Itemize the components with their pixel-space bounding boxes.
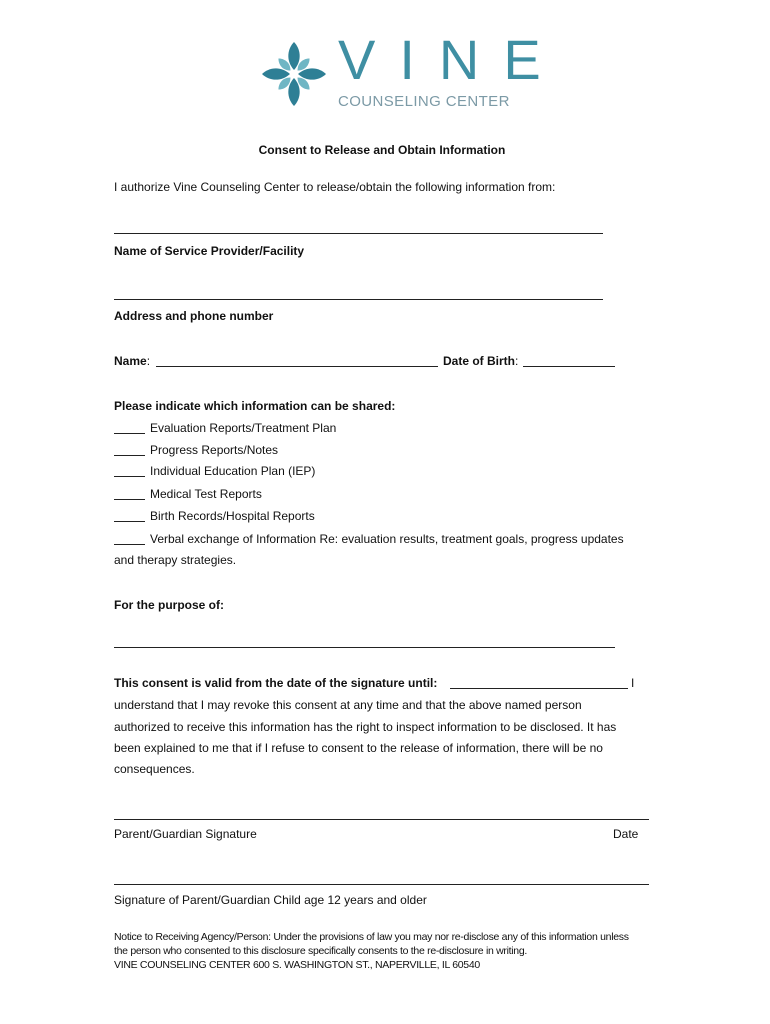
footer-address: VINE COUNSELING CENTER 600 S. WASHINGTON ST., NAPERVILLE, IL 60540 [114, 959, 480, 971]
checklist-blank-5[interactable] [114, 521, 145, 522]
child-signature-label: Signature of Parent/Guardian Child age 12 years and older [114, 893, 427, 907]
consent-line: understand that I may revoke this consent at any time and that the above named person [114, 698, 582, 712]
checklist-item: Medical Test Reports [150, 487, 262, 501]
document-title: Consent to Release and Obtain Information [258, 143, 506, 157]
intro-text: I authorize Vine Counseling Center to release/obtain the following information from: [114, 180, 556, 194]
consent-i: I [631, 676, 635, 690]
checklist-blank-4[interactable] [114, 499, 145, 500]
consent-until-line[interactable] [450, 688, 628, 689]
checklist-item: Progress Reports/Notes [150, 443, 279, 457]
child-signature-line[interactable] [114, 884, 649, 885]
purpose-line[interactable] [114, 647, 615, 648]
checklist-blank-2[interactable] [114, 455, 145, 456]
checklist-item: Evaluation Reports/Treatment Plan [150, 421, 337, 435]
checklist-blank-3[interactable] [114, 476, 145, 477]
consent-line: consequences. [114, 762, 195, 776]
logo-subtitle: COUNSELING CENTER [338, 93, 510, 110]
name-label: Name: [114, 354, 151, 368]
vine-logo [258, 28, 565, 112]
checklist-continuation: and therapy strategies. [114, 553, 237, 567]
address-label: Address and phone number [114, 309, 274, 323]
provider-line[interactable] [114, 233, 603, 234]
date-label: Date [613, 827, 639, 841]
flower-logo-icon [258, 40, 334, 116]
checklist-blank-6[interactable] [114, 544, 145, 545]
share-heading: Please indicate which information can be shared: [114, 399, 396, 413]
checklist-item: Individual Education Plan (IEP) [150, 464, 316, 478]
consent-line: authorized to receive this information has the right to inspect information to be disclosed. It has [114, 720, 617, 734]
parent-signature-label: Parent/Guardian Signature [114, 827, 257, 841]
consent-lead: This consent is valid from the date of the signature until: [114, 676, 438, 690]
purpose-label: For the purpose of: [114, 598, 224, 612]
name-line[interactable] [156, 366, 438, 367]
dob-label: Date of Birth: [443, 354, 519, 368]
provider-label: Name of Service Provider/Facility [114, 244, 305, 258]
dob-line[interactable] [523, 366, 615, 367]
consent-line: been explained to me that if I refuse to consent to the release of information, there will be no [114, 741, 603, 755]
checklist-item: Birth Records/Hospital Reports [150, 509, 315, 523]
parent-signature-line[interactable] [114, 819, 649, 820]
checklist-item: Verbal exchange of Information Re: evaluation results, treatment goals, progress updates [150, 532, 624, 546]
notice-line: the person who consented to this disclosure specifically consents to the re-disclosure in writing. [114, 945, 527, 957]
checklist-blank-1[interactable] [114, 433, 145, 434]
notice-line: Notice to Receiving Agency/Person: Under the provisions of law you may nor re-disclose any of this information unless [114, 931, 629, 943]
address-line[interactable] [114, 299, 603, 300]
logo-wordmark: VINE [338, 28, 565, 91]
